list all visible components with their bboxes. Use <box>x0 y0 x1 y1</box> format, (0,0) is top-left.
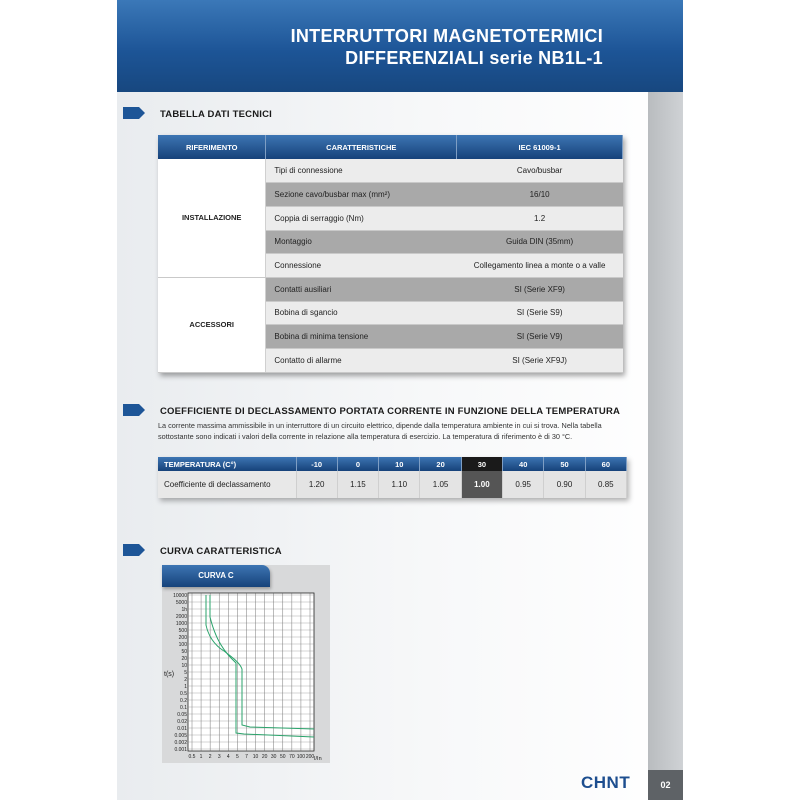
curve-x-tick-label: 2 <box>208 754 212 760</box>
curve-x-tick-label: 5 <box>235 754 239 760</box>
curve-y-tick-label: 0.01 <box>177 725 187 732</box>
section-marker-icon <box>123 544 145 556</box>
curve-y-tick-label: 2000 <box>175 613 187 620</box>
curve-y-ticks <box>173 593 187 753</box>
derating-description: La corrente massima ammissibile in un interruttore di un circuito elettrico, dipende dalla temperatura ambiente in cui si trova. Nella tabella sottostante sono indicati i valori della corrente in relazione alla temperatura di esercizio. La temperatura di riferimento è di 30 °C. <box>158 421 602 441</box>
brand-logo: CHNT <box>581 773 631 792</box>
curve-y-tick-label: 2 <box>184 676 187 683</box>
table-cell-value: SI (Serie XF9J) <box>457 349 623 373</box>
coefficient-cell: 1.15 <box>337 471 378 498</box>
curve-x-axis-label: I/In <box>314 756 322 762</box>
temperature-header-cell: 60 <box>585 457 626 471</box>
derating-table <box>158 457 627 498</box>
curve-y-tick-label: 0.2 <box>180 697 187 704</box>
table-cell-value: Collegamento linea a monte o a valle <box>457 254 623 278</box>
curve-x-tick-label: 200 <box>305 754 315 760</box>
curve-y-tick-label: 1000 <box>175 620 187 627</box>
column-header-caratteristiche: CARATTERISTICHE <box>266 135 457 159</box>
temperature-header-cell: 50 <box>544 457 585 471</box>
coefficient-cell: 0.85 <box>585 471 626 498</box>
curve-x-tick-label: 30 <box>270 754 277 760</box>
temperature-header-cell-reference: 30 <box>461 457 502 471</box>
group-label-accessori: ACCESSORI <box>158 277 266 372</box>
curve-x-tick-label: 10 <box>252 754 259 760</box>
curve-y-tick-label: 5 <box>184 669 187 676</box>
section-title-curve: CURVA CARATTERISTICA <box>160 546 282 557</box>
coefficient-cell-reference: 1.00 <box>461 471 502 498</box>
curve-x-tick-label: 7 <box>245 754 248 760</box>
curve-y-tick-label: 5000 <box>175 599 187 606</box>
curve-x-tick-label: 100 <box>296 754 306 760</box>
table-cell-value: SI (Serie XF9) <box>457 277 623 301</box>
curve-x-tick-label: 70 <box>289 754 295 760</box>
coefficient-cell: 0.95 <box>503 471 544 498</box>
table-cell-value: 16/10 <box>457 183 623 207</box>
curve-y-tick-label: 0.002 <box>174 739 187 746</box>
curve-x-tick-label: 3 <box>217 754 221 760</box>
curve-y-tick-label: 1 <box>184 683 187 690</box>
table-cell-characteristic: Coppia di serraggio (Nm) <box>266 206 457 230</box>
curve-x-tick-label: 1 <box>199 754 203 760</box>
temperature-header-label: TEMPERATURA (C°) <box>158 457 296 471</box>
curve-y-tick-label: 0.05 <box>177 711 187 718</box>
curve-x-tick-label: 4 <box>226 754 230 760</box>
table-cell-value: 1.2 <box>457 206 623 230</box>
header-title-line2: DIFFERENZIALI serie NB1L-1 <box>345 48 603 68</box>
curve-y-tick-label: 1h <box>181 606 187 613</box>
right-side-strip <box>648 92 683 800</box>
table-cell-characteristic: Montaggio <box>266 230 457 254</box>
coefficient-cell: 1.05 <box>420 471 461 498</box>
curve-y-axis-label: t(s) <box>164 671 175 678</box>
table-cell-value: Guida DIN (35mm) <box>457 230 623 254</box>
table-cell-value: SI (Serie V9) <box>457 325 623 349</box>
page-number: 02 <box>648 770 683 800</box>
curve-y-tick-label: 10000 <box>173 592 187 599</box>
temperature-header-cell: 20 <box>420 457 461 471</box>
temperature-header-cell: 10 <box>379 457 420 471</box>
section-title-derating: COEFFICIENTE DI DECLASSAMENTO PORTATA CORRENTE IN FUNZIONE DELLA TEMPERATURA <box>160 406 621 417</box>
table-cell-characteristic: Sezione cavo/busbar max (mm²) <box>266 183 457 207</box>
technical-data-table <box>158 135 623 373</box>
table-cell-characteristic: Contatti ausiliari <box>266 277 457 301</box>
table-cell-characteristic: Connessione <box>266 254 457 278</box>
table-cell-characteristic: Tipi di connessione <box>266 159 457 183</box>
curve-y-tick-label: 20 <box>181 655 187 662</box>
coefficient-row-label: Coefficiente di declassamento <box>158 471 296 498</box>
curve-x-tick-label: 0.5 <box>188 754 196 760</box>
coefficient-cell: 1.10 <box>379 471 420 498</box>
temperature-header-cell: 40 <box>503 457 544 471</box>
header-title-line1: INTERRUTTORI MAGNETOTERMICI <box>290 26 603 46</box>
section-marker-icon <box>123 107 145 119</box>
temperature-header-cell: 0 <box>337 457 378 471</box>
curve-x-ticks <box>189 754 315 760</box>
table-cell-characteristic: Bobina di sgancio <box>266 301 457 325</box>
curve-y-tick-label: 0.5 <box>180 690 187 697</box>
table-cell-characteristic: Contatto di allarme <box>266 349 457 373</box>
curve-y-tick-label: 200 <box>178 634 187 641</box>
curve-tab-label: CURVA C <box>162 565 270 587</box>
curve-y-tick-label: 500 <box>178 627 187 634</box>
page-header <box>117 0 683 92</box>
group-label-installazione: INSTALLAZIONE <box>158 159 266 277</box>
curve-x-tick-label: 20 <box>261 754 268 760</box>
coefficient-cell: 1.20 <box>296 471 337 498</box>
section-marker-icon <box>123 404 145 416</box>
table-cell-characteristic: Bobina di minima tensione <box>266 325 457 349</box>
curve-y-tick-label: 100 <box>178 641 187 648</box>
column-header-standard: IEC 61009-1 <box>457 135 623 159</box>
trip-curve-chart <box>162 587 330 763</box>
table-cell-value: Cavo/busbar <box>457 159 623 183</box>
curve-y-tick-label: 50 <box>181 648 187 655</box>
curve-y-tick-label: 0.001 <box>174 746 187 753</box>
table-cell-value: SI (Serie S9) <box>457 301 623 325</box>
temperature-header-cell: -10 <box>296 457 337 471</box>
coefficient-cell: 0.90 <box>544 471 585 498</box>
column-header-riferimento: RIFERIMENTO <box>158 135 266 159</box>
curve-y-tick-label: 10 <box>181 662 187 669</box>
curve-y-tick-label: 0.02 <box>177 718 187 725</box>
section-title-specs: TABELLA DATI TECNICI <box>160 109 273 120</box>
curve-y-tick-label: 0.1 <box>180 704 187 711</box>
curve-y-tick-label: 0.005 <box>174 732 187 739</box>
curve-x-tick-label: 50 <box>279 754 286 760</box>
